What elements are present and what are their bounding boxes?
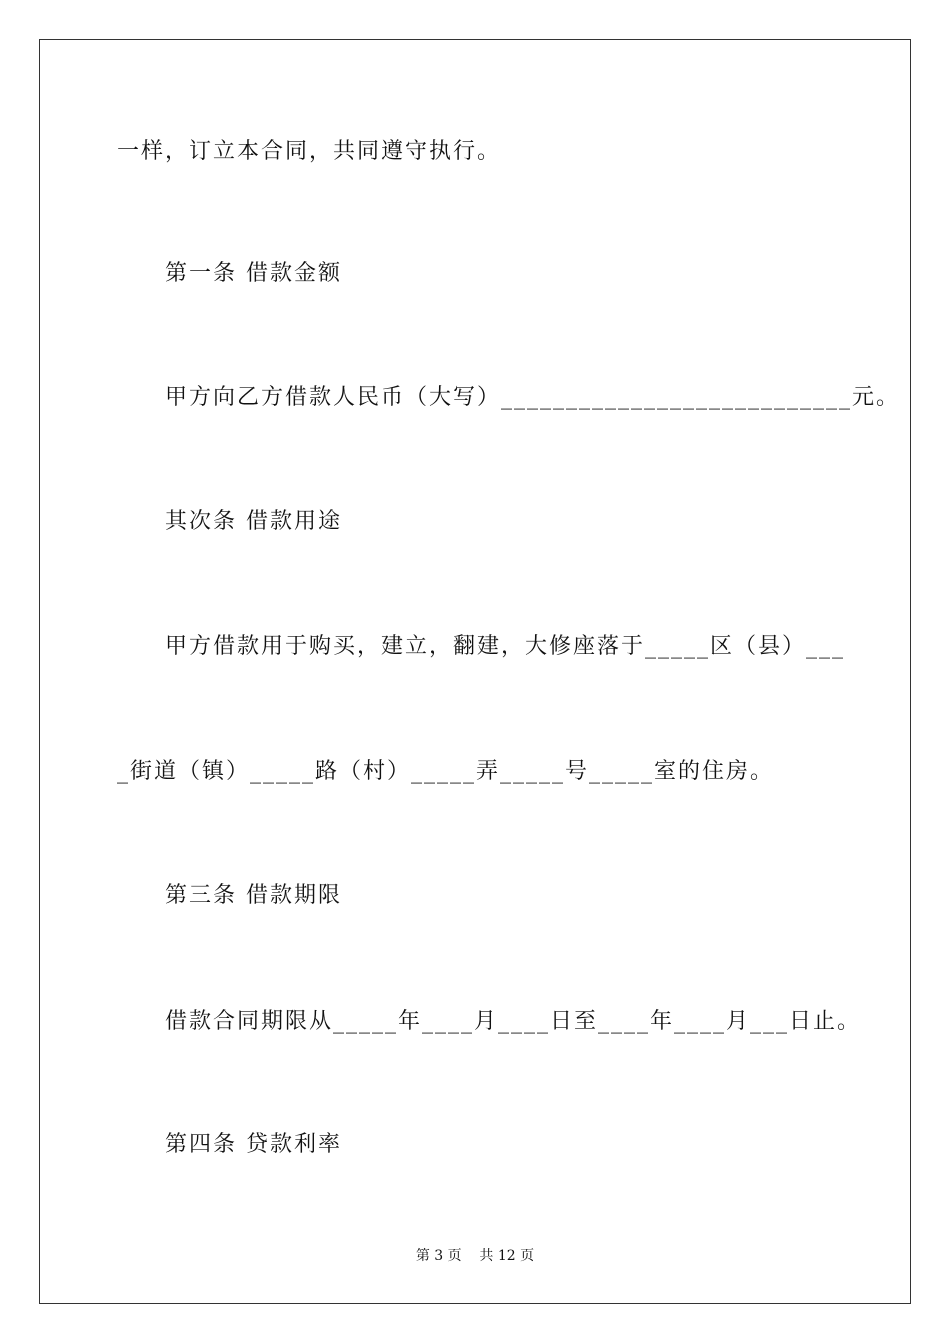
article-2-heading: 其次条 借款用途	[165, 509, 342, 534]
article-1-body: 甲方向乙方借款人民币（大写）___________________________元。	[165, 385, 901, 410]
article-3-body: 借款合同期限从_____年____月____日至____年____月___日止。	[165, 1009, 862, 1034]
page-number-footer: 第 3 页 共 12 页	[415, 1248, 535, 1264]
article-4-heading: 第四条 贷款利率	[165, 1132, 342, 1157]
article-3-heading: 第三条 借款期限	[165, 883, 342, 908]
page-border	[39, 39, 911, 1304]
text-line-continuation: 一样，订立本合同，共同遵守执行。	[117, 139, 502, 164]
article-2-body-line-1: 甲方借款用于购买，建立，翻建，大修座落于_____区（县）___	[165, 634, 846, 659]
article-2-body-line-2: _街道（镇）_____路（村）_____弄_____号_____室的住房。	[117, 759, 775, 784]
article-1-heading: 第一条 借款金额	[165, 261, 342, 286]
